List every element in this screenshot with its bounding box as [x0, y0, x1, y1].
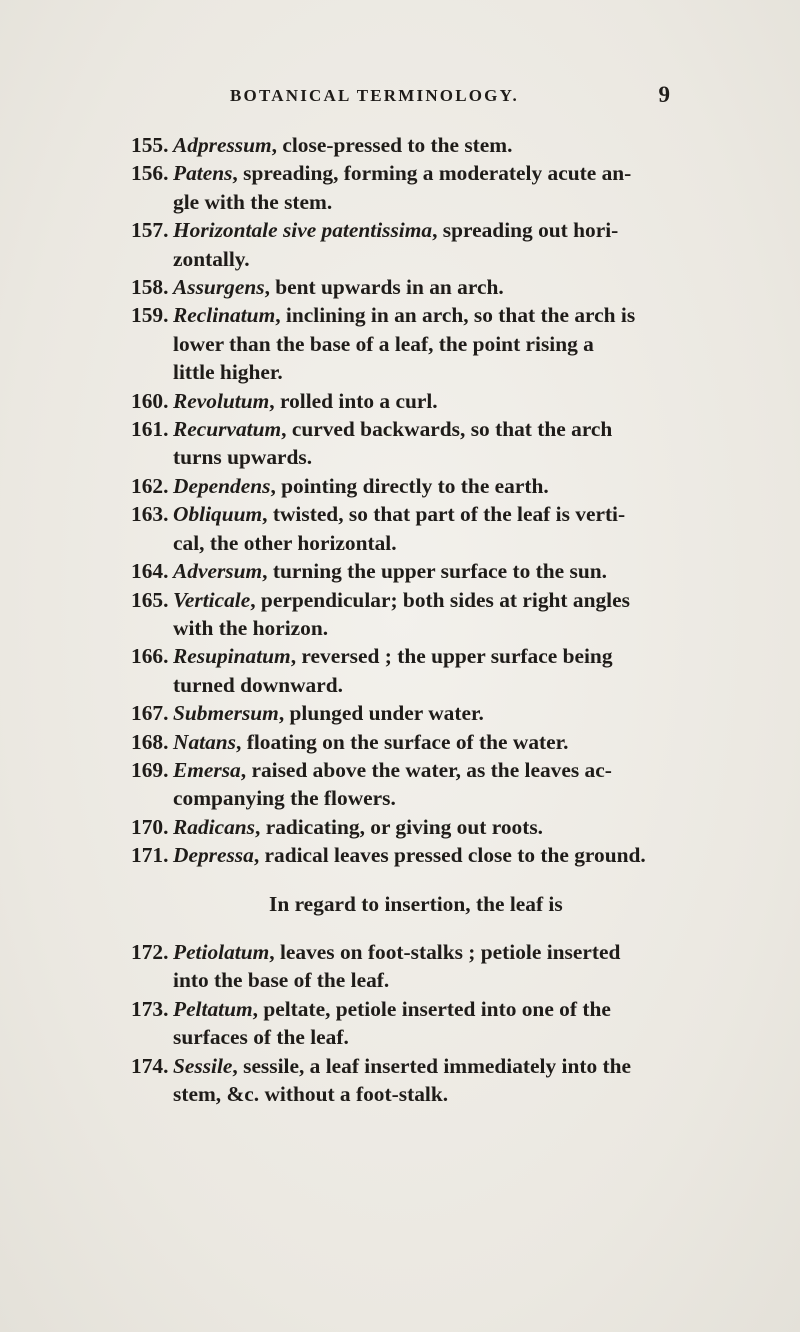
definition-text: , bent upwards in an arch. [264, 275, 504, 300]
entry-number: 158. [131, 275, 169, 300]
definition-text: , peltate, petiole inserted into one of the [252, 996, 611, 1021]
term-entry [131, 642, 691, 699]
definition-text: , curved backwards, so that the arch [281, 417, 613, 442]
term-entry [131, 557, 691, 585]
entry-number: 174. [131, 1053, 169, 1078]
latin-term: Depressa [173, 843, 254, 868]
definition-text: , close-pressed to the stem. [271, 133, 513, 157]
latin-term: Verticale [173, 587, 251, 612]
term-entry [131, 159, 691, 216]
latin-term: Emersa [173, 757, 241, 782]
term-entry [131, 756, 691, 813]
term-entry [131, 841, 691, 869]
entry-list-orientation [131, 131, 691, 870]
section-subheading: In regard to insertion, the leaf is [269, 891, 563, 916]
term-entry [131, 699, 691, 727]
entry-number: 161. [131, 417, 169, 442]
latin-term: Radicans [173, 814, 256, 839]
entry-number: 170. [131, 814, 169, 839]
entry-number: 173. [131, 996, 169, 1021]
term-entry [131, 586, 691, 643]
term-entry [131, 273, 691, 301]
definition-text: , rolled into a curl. [269, 388, 438, 413]
definition-text: , leaves on foot-stalks ; petiole inserted [269, 939, 621, 964]
entry-number: 155. [131, 133, 169, 157]
latin-term: Patens [173, 161, 233, 186]
term-entry [131, 813, 691, 841]
definition-text: , radical leaves pressed close to the ground. [253, 843, 646, 868]
term-entry [131, 500, 691, 557]
term-entry [131, 938, 691, 995]
definition-continuation: zontally. [173, 246, 250, 271]
page-header [230, 82, 670, 110]
entry-list-insertion [131, 938, 691, 1108]
definition-continuation: surfaces of the leaf. [173, 1025, 349, 1050]
definition-continuation: into the base of the leaf. [173, 968, 390, 993]
page-body [131, 131, 691, 1108]
definition-continuation: lower than the base of a leaf, the point rising a [173, 331, 594, 356]
entry-number: 157. [131, 218, 169, 243]
latin-term: Sessile [173, 1053, 233, 1078]
latin-term: Resupinatum [173, 644, 291, 669]
entry-number: 162. [131, 473, 169, 498]
entry-number: 159. [131, 303, 169, 328]
entry-number: 167. [131, 701, 169, 726]
definition-text: , spreading, forming a moderately acute an- [232, 161, 632, 186]
entry-number: 165. [131, 587, 169, 612]
term-entry [131, 728, 691, 756]
definition-text: , reversed ; the upper surface being [290, 644, 613, 669]
definition-continuation: cal, the other horizontal. [173, 530, 397, 555]
entry-number: 156. [131, 161, 169, 186]
definition-text: , raised above the water, as the leaves ac- [240, 757, 612, 782]
latin-term: Dependens [173, 473, 271, 498]
entry-number: 163. [131, 502, 169, 527]
term-entry [131, 1052, 691, 1109]
entry-number: 172. [131, 939, 169, 964]
definition-text: , turning the upper surface to the sun. [262, 559, 607, 584]
latin-term: Adversum [173, 559, 263, 584]
definition-continuation: with the horizon. [173, 615, 329, 640]
definition-text: , floating on the surface of the water. [236, 729, 569, 754]
definition-continuation: gle with the stem. [173, 189, 333, 214]
definition-text: , plunged under water. [278, 701, 484, 726]
latin-term: Adpressum [173, 133, 272, 157]
definition-continuation: turns upwards. [173, 445, 313, 470]
term-entry [131, 995, 691, 1052]
definition-text: , perpendicular; both sides at right angles [250, 587, 630, 612]
entry-number: 169. [131, 757, 169, 782]
definition-text: , inclining in an arch, so that the arch is [275, 303, 636, 328]
page-number: 9 [658, 82, 670, 107]
definition-continuation: stem, &c. without a foot-stalk. [173, 1082, 449, 1106]
entry-number: 168. [131, 729, 169, 754]
latin-term: Recurvatum [173, 417, 282, 442]
entry-number: 171. [131, 843, 169, 868]
entry-number: 166. [131, 644, 169, 669]
entry-number: 160. [131, 388, 169, 413]
latin-term: Submersum [173, 701, 279, 726]
latin-term: Petiolatum [173, 939, 270, 964]
latin-term: Peltatum [173, 996, 253, 1021]
definition-continuation: little higher. [173, 360, 283, 385]
term-entry [131, 216, 691, 273]
latin-term: Revolutum [173, 388, 270, 413]
term-entry [131, 472, 691, 500]
definition-continuation: turned downward. [173, 672, 343, 697]
definition-text: , spreading out hori- [432, 218, 619, 243]
definition-text: , pointing directly to the earth. [270, 473, 549, 498]
latin-term: Obliquum [173, 502, 263, 527]
running-head: BOTANICAL TERMINOLOGY. [230, 86, 519, 105]
definition-text: , radicating, or giving out roots. [255, 814, 544, 839]
term-entry [131, 415, 691, 472]
term-entry [131, 387, 691, 415]
entry-number: 164. [131, 559, 169, 584]
latin-term: Natans [173, 729, 237, 754]
definition-text: , sessile, a leaf inserted immediately into the [232, 1053, 632, 1078]
latin-term: Reclinatum [173, 303, 276, 328]
term-entry [131, 301, 691, 386]
definition-continuation: companying the flowers. [173, 786, 396, 811]
term-entry [131, 131, 691, 159]
latin-term: Horizontale sive patentissima [173, 218, 433, 243]
definition-text: , twisted, so that part of the leaf is verti- [262, 502, 626, 527]
latin-term: Assurgens [173, 275, 265, 300]
